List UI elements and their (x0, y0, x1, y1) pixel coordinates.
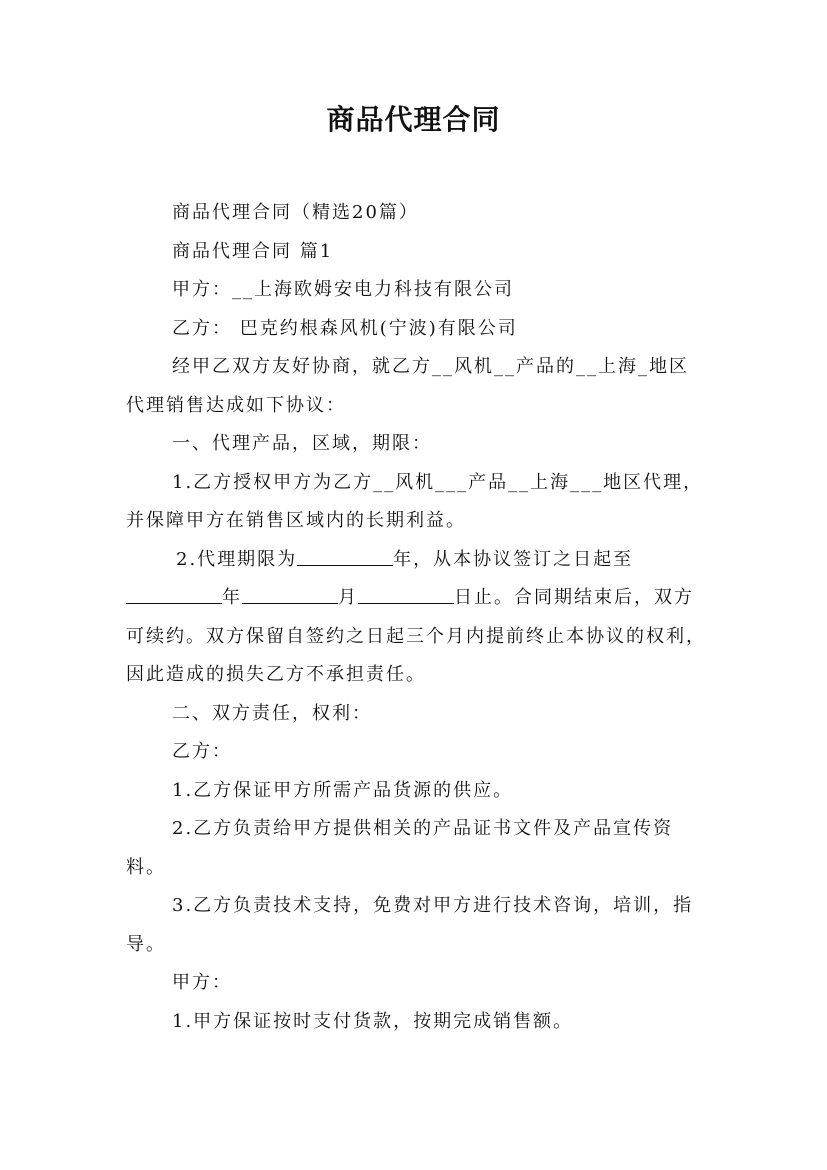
paragraph-party-b-duty-one: 1.乙方保证甲方所需产品货源的供应。 (172, 779, 514, 801)
month-blank (242, 585, 338, 604)
paragraph-party-b: 乙方： 巴克约根森风机(宁波)有限公司 (172, 317, 518, 339)
paragraph-clause-two-heading: 二、双方责任，权利： (172, 702, 372, 724)
paragraph-party-b-label: 乙方： (172, 741, 232, 762)
paragraph-clause-one-item-one: 1.乙方授权甲方为乙方__风机___产品__上海___地区代理，并保障甲方在销售区域内的长期利益。 (126, 471, 704, 531)
paragraph-party-a-label: 甲方： (172, 972, 232, 993)
paragraph-party-a-duty-one: 1.甲方保证按时支付货款，按期完成销售额。 (172, 1010, 574, 1032)
paragraph-agreement-intro: 经甲乙双方友好协商，就乙方__风机__产品的__上海_地区代理销售达成如下协议： (126, 356, 689, 416)
paragraph-party-a: 甲方：__上海欧姆安电力科技有限公司 (172, 279, 514, 300)
paragraph-party-b-duty-two: 2.乙方负责给甲方提供相关的产品证书文件及产品宣传资料。 (126, 818, 674, 878)
term-years-blank (297, 547, 393, 566)
document-title: 商品代理合同 (326, 103, 501, 136)
paragraph-party-b-duty-three: 3.乙方负责技术支持，免费对甲方进行技术咨询，培训，指导。 (126, 895, 694, 955)
term-prefix: 2.代理期限为 (176, 548, 298, 570)
paragraph-clause-one-item-two (126, 541, 706, 695)
term-suffix: 日止。合同期结束后，双方可续约。双方保留自签约之日起三个月内提前终止本协议的权利，因此造成的损失乙方不承担责任。 (126, 587, 706, 685)
month-text: 月 (338, 587, 358, 608)
start-year-blank (126, 585, 222, 604)
year-text: 年 (222, 587, 242, 608)
document-body (126, 194, 706, 1041)
paragraph-section-heading: 商品代理合同 篇1 (172, 240, 334, 262)
term-year-text: 年，从本协议签订之日起至 (393, 548, 634, 570)
paragraph-clause-one-heading: 一、代理产品，区域，期限： (172, 433, 432, 454)
paragraph-subtitle: 商品代理合同（精选20篇） (172, 202, 419, 223)
day-blank (358, 585, 454, 604)
